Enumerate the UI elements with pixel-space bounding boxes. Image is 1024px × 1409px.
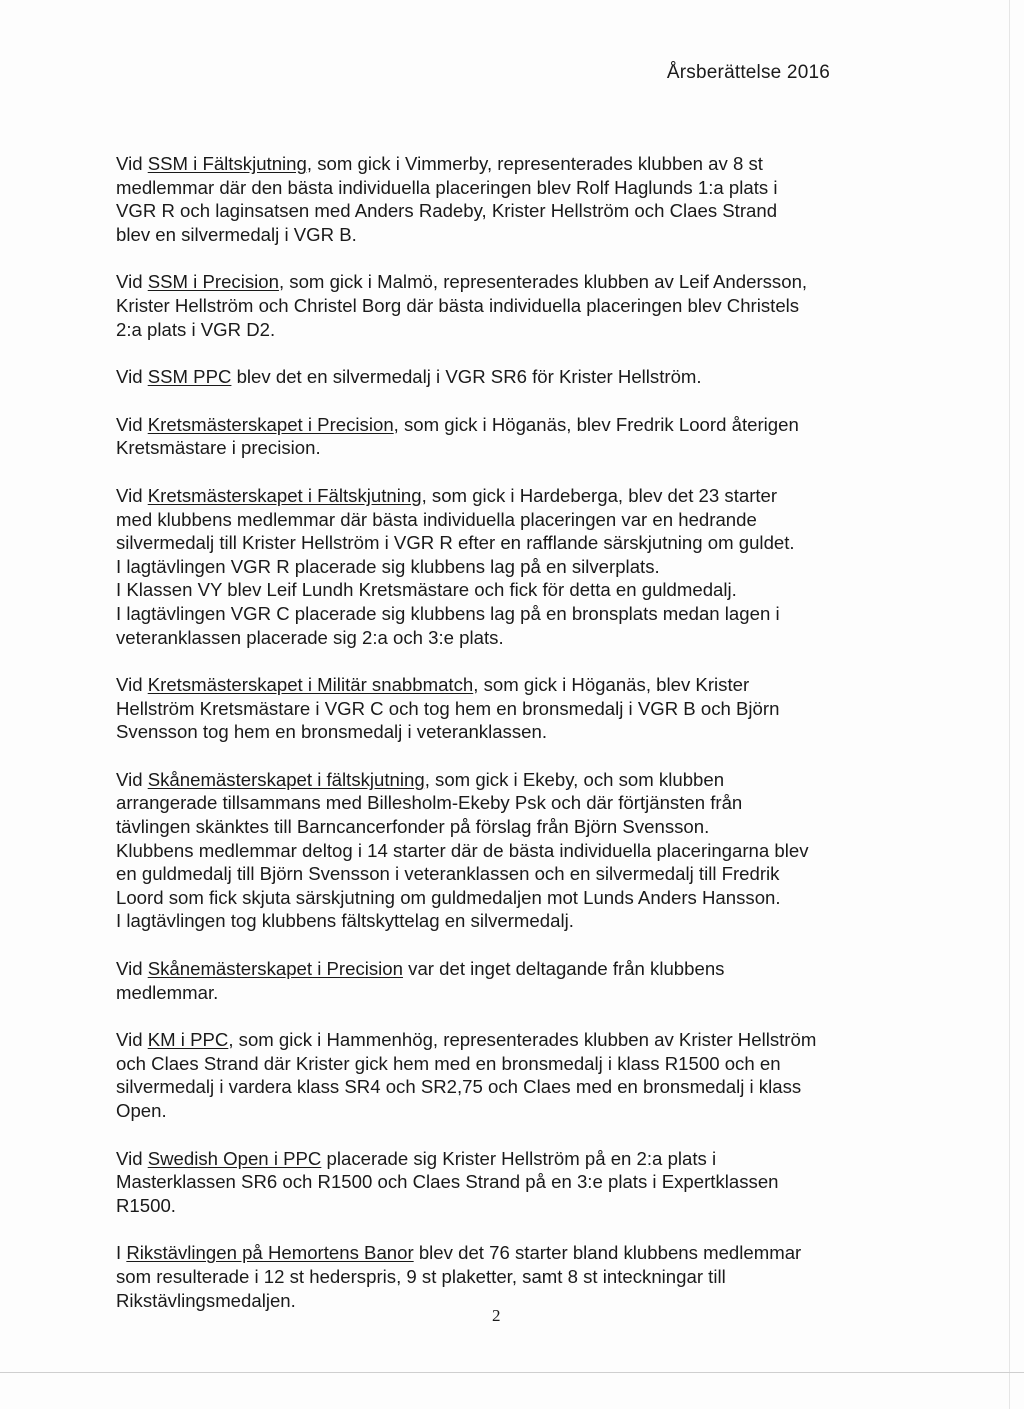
paragraph [116,768,896,933]
text-run: , som gick i Ekeby, och som klubben [424,768,725,790]
text-run: I lagtävlingen VGR R placerade sig klubbens lag på en silverplats. [116,555,660,577]
text-line [116,957,896,981]
underlined-competition-name: Skånemästerskapet i fältskjutning [147,768,425,790]
text-run: , som gick i Malmö, representerades klubben av Leif Andersson, [278,271,808,293]
text-run: en guldmedalj till Björn Svensson i veteranklassen och en silvermedalj till Fredrik [116,863,780,885]
document-body [116,152,896,1336]
underlined-competition-name: Kretsmästerskapet i Precision [147,413,394,435]
page-number: 2 [492,1306,501,1325]
text-line [116,484,896,508]
text-line [116,768,896,792]
text-run: , som gick i Vimmerby, representerades klubben av 8 st [306,153,763,174]
text-line [116,365,896,389]
underlined-competition-name: KM i PPC [147,1029,229,1051]
underlined-competition-name: Swedish Open i PPC [147,1147,322,1169]
text-run: som resulterade i 12 st hederspris, 9 st plaketter, samt 8 st inteckningar till [116,1265,726,1287]
underlined-competition-name: SSM i Precision [147,271,279,293]
text-run: Vid [116,153,148,174]
text-run: Vid [116,768,148,790]
paragraph [116,1147,896,1218]
text-run: placerade sig Krister Hellström på en 2:a plats i [321,1147,717,1169]
text-line [116,436,896,460]
underlined-competition-name: Rikstävlingen på Hemortens Banor [126,1242,414,1264]
text-line [116,199,896,223]
text-line [116,223,896,247]
scan-edge-bottom [0,1372,1024,1373]
text-line [116,815,896,839]
text-run: medlemmar där den bästa individuella placeringen blev Rolf Haglunds 1:a plats i [116,176,778,198]
underlined-competition-name: SSM PPC [147,366,232,388]
text-line [116,1052,896,1076]
text-run: Vid [116,413,148,435]
text-line [116,720,896,744]
text-run: I Klassen VY blev Leif Lundh Kretsmästare och fick för detta en guldmedalj. [116,579,737,601]
text-run: 2:a plats i VGR D2. [116,318,276,340]
text-run: Kretsmästare i precision. [116,437,321,459]
paragraph [116,270,896,341]
text-run: arrangerade tillsammans med Billesholm-Ekeby Psk och där förtjänsten från [116,792,743,814]
text-line [116,1194,896,1218]
text-run: Masterklassen SR6 och R1500 och Claes Strand på en 3:e plats i Expertklassen [116,1171,779,1193]
text-run: var det inget deltagande från klubbens [402,958,725,980]
text-run: Vid [116,366,148,388]
scan-edge-right [1009,0,1010,1409]
text-line [116,318,896,342]
text-run: medlemmar. [116,981,219,1003]
text-line [116,270,896,294]
page-title: Årsberättelse 2016 [666,62,830,83]
text-run: Rikstävlingsmedaljen. [116,1289,296,1311]
text-line [116,1265,896,1289]
text-line [116,1241,896,1265]
text-line [116,176,896,200]
text-line [116,697,896,721]
text-line [116,626,896,650]
text-line [116,981,896,1005]
paragraph [116,365,896,389]
text-run: Loord som fick skjuta särskjutning om guldmedaljen mot Lunds Anders Hansson. [116,886,781,908]
text-line [116,673,896,697]
text-run: Vid [116,484,148,506]
text-run: Vid [116,958,148,980]
text-run: , som gick i Hammenhög, representerades klubben av Krister Hellström [228,1029,817,1051]
text-run: Klubbens medlemmar deltog i 14 starter där de bästa individuella placeringarna blev [116,839,809,861]
paragraph [116,152,896,246]
text-line [116,602,896,626]
text-run: Vid [116,1147,148,1169]
text-line [116,1170,896,1194]
text-line [116,508,896,532]
text-run: silvermedalj i vardera klass SR4 och SR2,75 och Claes med en bronsmedalj i klass [116,1076,802,1098]
text-line [116,578,896,602]
paragraph [116,1241,896,1312]
text-line [116,1147,896,1171]
text-line [116,1075,896,1099]
text-line [116,294,896,318]
text-line [116,1099,896,1123]
underlined-competition-name: Kretsmästerskapet i Fältskjutning [147,484,422,506]
paragraph [116,484,896,649]
text-run: med klubbens medlemmar där bästa individuella placeringen var en hedrande [116,508,757,530]
text-run: Krister Hellström och Christel Borg där bästa individuella placeringen blev Christels [116,294,800,316]
underlined-competition-name: Kretsmästerskapet i Militär snabbmatch [147,674,474,696]
text-run: VGR R och laginsatsen med Anders Radeby, Krister Hellström och Claes Strand [116,200,778,222]
text-run: blev det en silvermedalj i VGR SR6 för Krister Hellström. [231,366,702,388]
paragraph [116,673,896,744]
text-run: Open. [116,1100,167,1121]
text-run: blev en silvermedalj i VGR B. [116,223,357,245]
paragraph [116,957,896,1004]
text-run: Vid [116,674,148,696]
text-line [116,1028,896,1052]
text-run: Vid [116,1029,148,1051]
text-run: I [116,1242,127,1264]
text-line [116,839,896,863]
text-run: veteranklassen placerade sig 2:a och 3:e plats. [116,626,504,648]
text-run: I lagtävlingen VGR C placerade sig klubbens lag på en bronsplats medan lagen i [116,602,780,624]
text-run: Hellström Kretsmästare i VGR C och tog hem en bronsmedalj i VGR B och Björn [116,697,780,719]
text-line [116,413,896,437]
text-run: och Claes Strand där Krister gick hem med en bronsmedalj i klass R1500 och en [116,1052,781,1074]
text-line [116,531,896,555]
text-line [116,152,896,176]
text-run: Svensson tog hem en bronsmedalj i veteranklassen. [116,721,547,743]
underlined-competition-name: Skånemästerskapet i Precision [147,958,403,980]
underlined-competition-name: SSM i Fältskjutning [147,153,307,174]
text-run: , som gick i Höganäs, blev Fredrik Loord återigen [393,413,799,435]
text-run: silvermedalj till Krister Hellström i VGR R efter en rafflande särskjutning om guldet. [116,532,795,554]
text-line [116,1289,896,1313]
text-run: Vid [116,271,148,293]
text-line [116,555,896,579]
paragraph [116,413,896,460]
text-line [116,909,896,933]
text-run: , som gick i Hardeberga, blev det 23 starter [421,484,778,506]
text-run: tävlingen skänktes till Barncancerfonder på förslag från Björn Svensson. [116,816,710,838]
text-line [116,791,896,815]
text-line [116,886,896,910]
paragraph [116,1028,896,1122]
text-run: blev det 76 starter bland klubbens medlemmar [413,1242,802,1264]
text-run: I lagtävlingen tog klubbens fältskyttelag en silvermedalj. [116,910,574,932]
text-run: R1500. [116,1194,176,1216]
text-line [116,862,896,886]
text-run: , som gick i Höganäs, blev Krister [473,674,750,696]
